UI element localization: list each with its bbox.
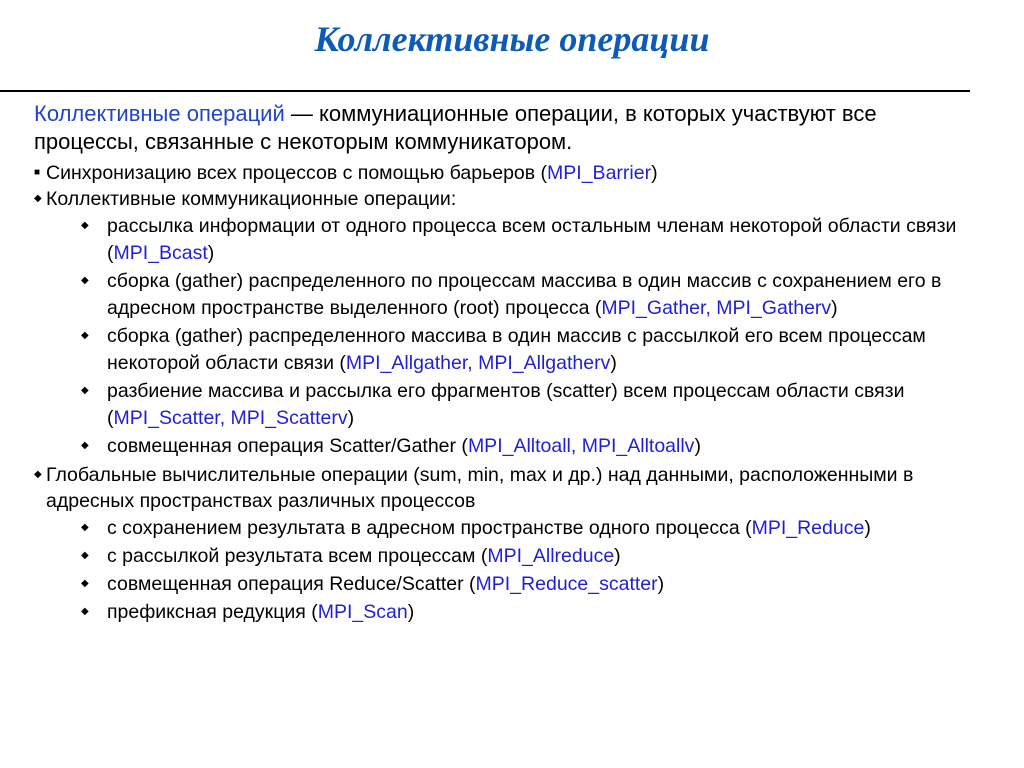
item-text: совмещенная операция Scatter/Gather ( <box>107 435 468 457</box>
item-function: MPI_Gather, MPI_Gatherv <box>601 297 832 319</box>
comm-heading-text: Коллективные коммуникационные операции: <box>46 188 457 210</box>
sync-text: Синхронизацию всех процессов с помощью барьеров ( <box>46 162 548 184</box>
item-function: MPI_Scatter, MPI_Scatterv <box>113 407 348 429</box>
diamond-bullet-icon: ◆ <box>81 385 89 396</box>
item-text: рассылка информации от одного процесса всем остальным членам некоторой области связи ( <box>107 215 957 264</box>
diamond-bullet-icon: ◆ <box>81 330 89 341</box>
item-close: ) <box>207 242 215 264</box>
sync-item <box>34 160 984 186</box>
item-function: MPI_Reduce <box>751 517 865 539</box>
diamond-bullet-icon: ◆ <box>34 469 42 480</box>
page-title: Коллективные операции <box>314 19 710 59</box>
item-function: MPI_Scan <box>317 601 408 623</box>
item-function: MPI_Allreduce <box>487 545 615 567</box>
list-item <box>81 323 984 377</box>
item-close: ) <box>831 297 838 319</box>
list-item <box>81 599 984 626</box>
intro-term: Коллективные операций <box>34 101 285 126</box>
diamond-bullet-icon: ◆ <box>81 578 89 589</box>
item-text: префиксная редукция ( <box>107 601 318 623</box>
item-text: сборка (gather) распределенного по процессам массива в один массив с сохранением его в адресном пространстве выделенного (root) процесса ( <box>107 270 942 319</box>
list-item <box>81 571 984 598</box>
diamond-bullet-icon: ◆ <box>81 440 89 451</box>
diamond-bullet-icon: ◆ <box>34 193 42 204</box>
global-list <box>34 515 984 626</box>
item-close: ) <box>610 352 617 374</box>
item-close: ) <box>694 435 701 457</box>
item-function: MPI_Alltoall, MPI_Alltoallv <box>467 435 695 457</box>
item-function: MPI_Reduce_scatter <box>475 573 658 595</box>
diamond-bullet-icon: ◆ <box>81 606 89 617</box>
item-text: с сохранением результата в адресном пространстве одного процесса ( <box>107 517 752 539</box>
item-function: MPI_Allgather, MPI_Allgatherv <box>345 352 611 374</box>
list-item <box>81 268 984 322</box>
global-heading-text: Глобальные вычислительные операции (sum, min, max и др.) над данными, расположенными в адресных пространствах различных процессов <box>46 464 914 512</box>
list-item <box>81 378 984 432</box>
diamond-bullet-icon: ◆ <box>81 522 89 533</box>
item-text: совмещенная операция Reduce/Scatter ( <box>107 573 476 595</box>
square-bullet-icon: ■ <box>34 167 41 178</box>
item-close: ) <box>614 545 621 567</box>
item-close: ) <box>657 573 665 595</box>
list-item <box>81 213 984 267</box>
item-text: с рассылкой результата всем процессам ( <box>107 545 488 567</box>
diamond-bullet-icon: ◆ <box>81 550 89 561</box>
sync-close: ) <box>651 162 658 184</box>
item-close: ) <box>347 407 355 429</box>
list-item <box>81 515 984 542</box>
item-text: сборка (gather) распределенного массива в один массив с рассылкой его всем процессам некоторой области связи ( <box>107 325 926 374</box>
slide-body <box>34 100 984 626</box>
global-heading <box>34 462 984 514</box>
item-text: разбиение массива и рассылка его фрагментов (scatter) всем процессам области связи ( <box>107 380 905 429</box>
intro-rest: — коммуниационные операции, в которых участвуют все процессы, связанные с некоторым коммуникатором. <box>34 101 877 154</box>
comm-heading <box>34 186 984 212</box>
item-close: ) <box>864 517 871 539</box>
list-item <box>81 543 984 570</box>
item-function: MPI_Bcast <box>113 242 208 264</box>
diamond-bullet-icon: ◆ <box>81 275 89 286</box>
intro-paragraph <box>34 100 984 156</box>
diamond-bullet-icon: ◆ <box>81 220 89 231</box>
item-close: ) <box>407 601 415 623</box>
list-item <box>81 433 984 460</box>
comm-list <box>34 213 984 460</box>
title-divider <box>0 90 970 92</box>
sync-function: MPI_Barrier <box>547 162 652 184</box>
